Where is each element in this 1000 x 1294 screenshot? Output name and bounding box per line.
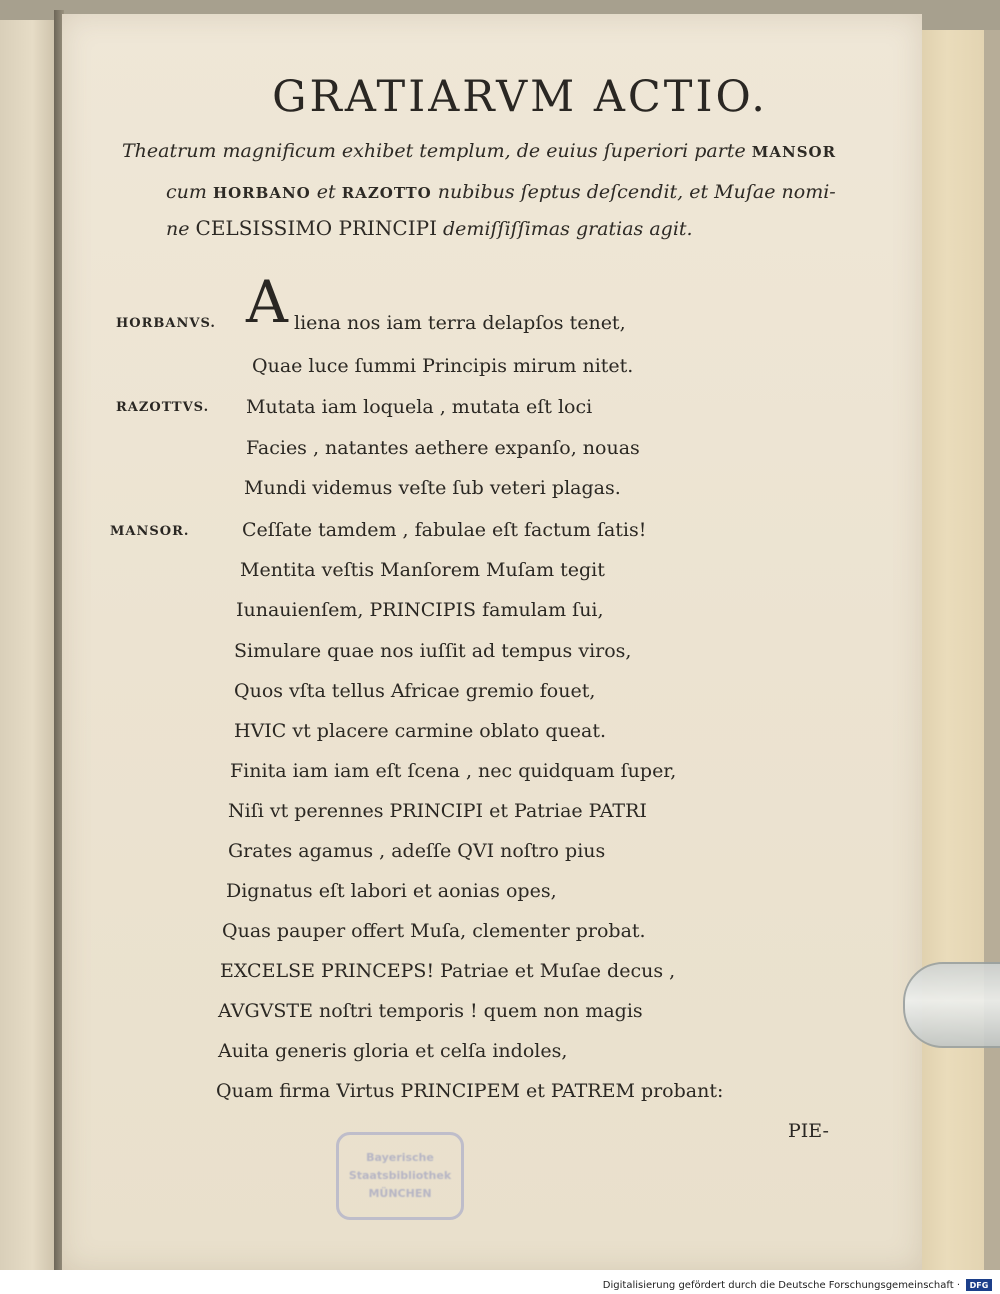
verse-line: Niſi vt perennes PRINCIPI et Patriae PATRI	[228, 800, 647, 822]
verse-line: Grates agamus , adeſſe QVI noſtro pius	[228, 840, 606, 862]
verse-line: Mundi videmus veſte ſub veteri plagas.	[244, 477, 621, 499]
verse-line: Facies , natantes aethere expanſo, nouas	[246, 437, 640, 459]
stamp-text: Bayerische Staatsbibliothek MÜNCHEN	[348, 1151, 452, 1200]
intro-line-3	[166, 216, 693, 240]
verse-line: Quae luce ſummi Principis mirum nitet.	[252, 355, 634, 377]
intro-line-2	[166, 181, 836, 203]
intro-name-principi: CELSISSIMO PRINCIPI	[195, 216, 437, 240]
book-cover-edge	[984, 30, 1000, 1270]
library-stamp	[336, 1132, 464, 1220]
intro-line-1	[122, 140, 836, 162]
funding-credit: Digitalisierung gefördert durch die Deutsche Forschungsgemeinschaft ·	[602, 1280, 960, 1291]
verse-line: Quam firma Virtus PRINCIPEM et PATREM probant:	[216, 1080, 724, 1102]
page-clip	[903, 962, 1000, 1048]
facing-page-edge	[0, 20, 56, 1270]
intro-text: nubibus ſeptus deſcendit, et Muſae nomi-	[431, 181, 836, 203]
drop-capital: A	[246, 268, 288, 336]
catchword: PIE-	[788, 1120, 829, 1142]
speaker-mansor: MANSOR.	[110, 524, 190, 539]
verse-line: Ceſſate tamdem , fabulae eſt factum ſatis!	[242, 519, 647, 541]
intro-text: cum	[166, 181, 213, 203]
verse-line: Quas pauper offert Muſa, clementer probat.	[222, 920, 646, 942]
verse-line: liena nos iam terra delapſos tenet,	[294, 312, 626, 334]
intro-text: Theatrum magnificum exhibet templum, de euius ſuperiori parte	[122, 140, 752, 162]
intro-text: demiſſiſſimas gratias agit.	[436, 218, 693, 240]
verse-line: Iunauienſem, PRINCIPIS famulam ſui,	[236, 599, 604, 621]
page-stack-edge	[918, 30, 989, 1270]
verse-line: AVGVSTE noſtri temporis ! quem non magis	[218, 1000, 643, 1022]
speaker-horbanus: HORBANVS.	[116, 316, 216, 331]
verse-line: Mutata iam loquela , mutata eſt loci	[246, 396, 593, 418]
intro-name-mansor: MANSOR	[751, 143, 837, 161]
intro-text: ne	[166, 218, 196, 240]
intro-name-horbano: HORBANO	[212, 184, 311, 202]
verse-line: HVIC vt placere carmine oblato queat.	[234, 720, 607, 742]
verse-line: Auita generis gloria et celſa indoles,	[218, 1040, 568, 1062]
intro-name-razotto: RAZOTTO	[341, 184, 432, 202]
verse-line: Dignatus eſt labori et aonias opes,	[226, 880, 557, 902]
verse-line: Simulare quae nos iuſſit ad tempus viros,	[234, 640, 632, 662]
speaker-razottus: RAZOTTVS.	[116, 400, 210, 415]
dfg-logo: DFG	[966, 1279, 992, 1291]
intro-text: et	[310, 181, 342, 203]
page-title: GRATIARVM ACTIO.	[272, 72, 768, 122]
verse-line: Finita iam iam eſt ſcena , nec quidquam ſuper,	[230, 760, 677, 782]
verse-line: EXCELSE PRINCEPS! Patriae et Muſae decus ,	[220, 960, 676, 982]
verse-line: Quos vſta tellus Africae gremio fouet,	[234, 680, 596, 702]
verse-line: Mentita veſtis Manſorem Muſam tegit	[240, 559, 605, 581]
